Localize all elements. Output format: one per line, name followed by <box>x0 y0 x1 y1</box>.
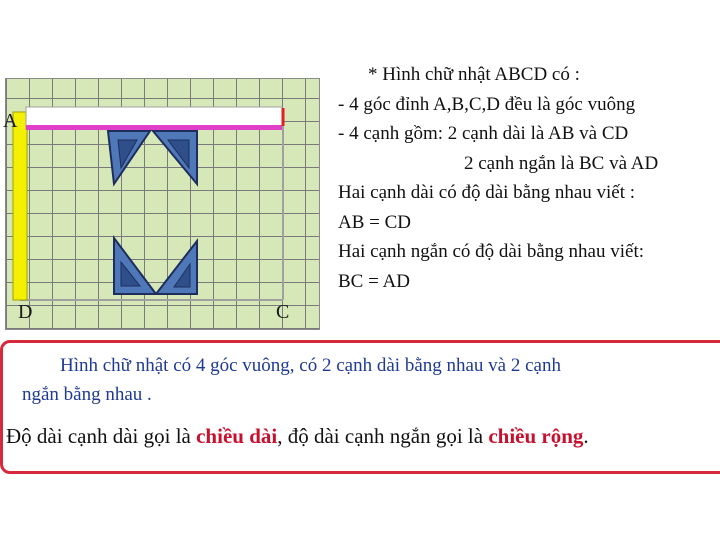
vertex-label-c: C <box>276 301 290 323</box>
side-ad <box>13 112 27 300</box>
description-line-7: Hai cạnh ngắn có độ dài bằng nhau viết: <box>338 241 645 262</box>
definition-line <box>6 424 589 449</box>
description-block <box>338 60 720 296</box>
description-line-8: BC = AD <box>338 270 410 292</box>
description-line-1: * Hình chữ nhật ABCD có : <box>368 64 580 85</box>
side-ab <box>26 125 282 130</box>
summary-line-1: Hình chữ nhật có 4 góc vuông, có 2 cạnh dài bằng nhau và 2 cạnh <box>60 355 561 376</box>
description-line-5: Hai cạnh dài có độ dài bằng nhau viết : <box>338 182 636 203</box>
description-line-3: - 4 cạnh gồm: 2 cạnh dài là AB và CD <box>338 123 629 144</box>
definition-part-2: , độ dài cạnh ngắn gọi là <box>277 424 489 448</box>
description-line-2: - 4 góc đỉnh A,B,C,D đều là góc vuông <box>338 93 636 115</box>
set-square-top-right <box>153 131 197 184</box>
description-line-4: 2 cạnh ngắn là BC và AD <box>464 152 659 174</box>
term-width: chiều rộng <box>488 424 584 448</box>
description-line-6: AB = CD <box>338 211 412 233</box>
summary-line-2: ngắn bằng nhau . <box>22 384 152 405</box>
definition-part-1: Độ dài cạnh dài gọi là <box>6 424 197 448</box>
term-length: chiều dài <box>196 424 278 448</box>
set-square-top-left <box>108 131 150 184</box>
vertex-label-d: D <box>18 301 33 323</box>
vertex-label-a: A <box>3 110 18 132</box>
definition-part-3: . <box>583 424 589 448</box>
